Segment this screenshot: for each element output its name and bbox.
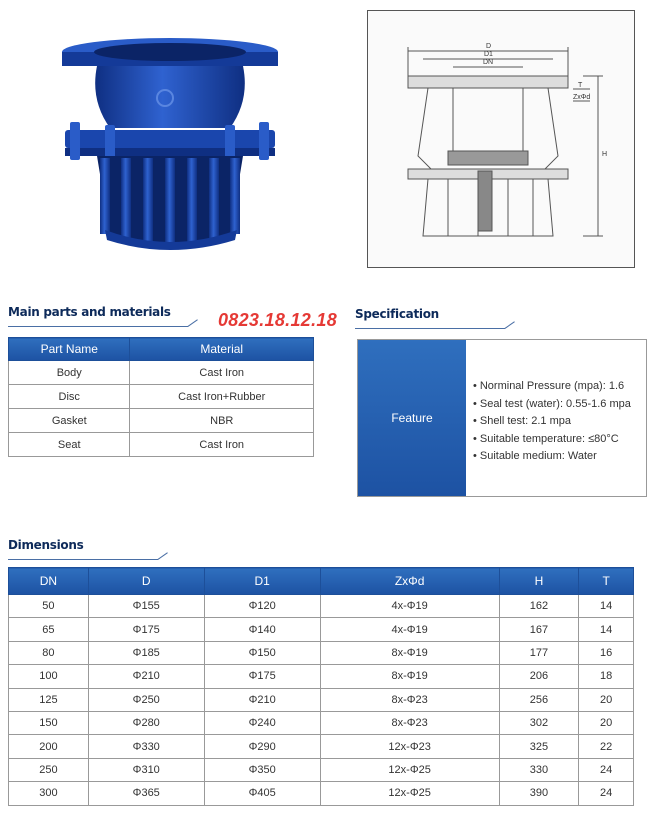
col-material: Material: [130, 338, 314, 361]
material-cell: Cast Iron: [130, 433, 314, 457]
d1-cell: Φ350: [204, 758, 320, 781]
h-cell: 206: [499, 665, 579, 688]
table-row: [9, 433, 314, 457]
dim-label-t: T: [578, 82, 583, 89]
table-row: [9, 385, 314, 409]
part-name-cell: Body: [9, 361, 130, 385]
dn-cell: 300: [9, 782, 89, 805]
spec-list: [473, 378, 631, 466]
col-dn: DN: [9, 568, 89, 595]
feature-label: Feature: [358, 340, 466, 496]
part-name-cell: Seat: [9, 433, 130, 457]
d1-cell: Φ120: [204, 595, 320, 618]
part-name-cell: Gasket: [9, 409, 130, 433]
zxd-cell: 8x-Φ19: [320, 641, 499, 664]
dims-section-header: [8, 538, 178, 562]
d-cell: Φ210: [88, 665, 204, 688]
dn-cell: 125: [9, 688, 89, 711]
material-cell: NBR: [130, 409, 314, 433]
table-row: [9, 688, 634, 711]
t-cell: 18: [579, 665, 634, 688]
col-zxd: ZxΦd: [320, 568, 499, 595]
d-cell: Φ330: [88, 735, 204, 758]
specification-box: [357, 339, 647, 497]
spec-item-shell-test: • Shell test: 2.1 mpa: [473, 413, 631, 431]
d-cell: Φ280: [88, 711, 204, 734]
zxd-cell: 4x-Φ19: [320, 595, 499, 618]
table-row: [9, 409, 314, 433]
spec-item-temperature: • Suitable temperature: ≤80°C: [473, 431, 631, 449]
h-cell: 330: [499, 758, 579, 781]
col-part-name: Part Name: [9, 338, 130, 361]
material-cell: Cast Iron: [130, 361, 314, 385]
col-t: T: [579, 568, 634, 595]
table-row: [9, 618, 634, 641]
d-cell: Φ250: [88, 688, 204, 711]
col-d1: D1: [204, 568, 320, 595]
dim-label-dn: DN: [483, 59, 494, 66]
d1-cell: Φ140: [204, 618, 320, 641]
zxd-cell: 8x-Φ19: [320, 665, 499, 688]
t-cell: 20: [579, 688, 634, 711]
t-cell: 14: [579, 618, 634, 641]
t-cell: 24: [579, 782, 634, 805]
h-cell: 325: [499, 735, 579, 758]
h-cell: 167: [499, 618, 579, 641]
dn-cell: 200: [9, 735, 89, 758]
t-cell: 14: [579, 595, 634, 618]
zxd-cell: 12x-Φ23: [320, 735, 499, 758]
h-cell: 390: [499, 782, 579, 805]
dims-title: Dimensions: [8, 538, 84, 552]
dn-cell: 80: [9, 641, 89, 664]
zxd-cell: 8x-Φ23: [320, 711, 499, 734]
table-row: [9, 361, 314, 385]
part-name-cell: Disc: [9, 385, 130, 409]
d1-cell: Φ290: [204, 735, 320, 758]
d1-cell: Φ240: [204, 711, 320, 734]
technical-drawing: [367, 10, 635, 268]
t-cell: 20: [579, 711, 634, 734]
d1-cell: Φ405: [204, 782, 320, 805]
d-cell: Φ155: [88, 595, 204, 618]
d1-cell: Φ210: [204, 688, 320, 711]
d-cell: Φ175: [88, 618, 204, 641]
phone-number: 0823.18.12.18: [218, 310, 338, 330]
dimensions-table: [8, 567, 634, 806]
dn-cell: 100: [9, 665, 89, 688]
table-row: [9, 595, 634, 618]
dimensions-body: [9, 595, 634, 806]
spec-title: Specification: [355, 307, 439, 321]
col-d: D: [88, 568, 204, 595]
d1-cell: Φ175: [204, 665, 320, 688]
col-h: H: [499, 568, 579, 595]
h-cell: 256: [499, 688, 579, 711]
d-cell: Φ185: [88, 641, 204, 664]
zxd-cell: 8x-Φ23: [320, 688, 499, 711]
h-cell: 302: [499, 711, 579, 734]
spec-item-pressure: • Norminal Pressure (mpa): 1.6: [473, 378, 631, 396]
table-row: [9, 758, 634, 781]
d1-cell: Φ150: [204, 641, 320, 664]
t-cell: 22: [579, 735, 634, 758]
spec-item-seal-test: • Seal test (water): 0.55-1.6 mpa: [473, 396, 631, 414]
parts-title: Main parts and materials: [8, 305, 171, 319]
d-cell: Φ365: [88, 782, 204, 805]
dim-label-d1: D1: [484, 51, 493, 58]
t-cell: 16: [579, 641, 634, 664]
table-row: [9, 782, 634, 805]
t-cell: 24: [579, 758, 634, 781]
dn-cell: 150: [9, 711, 89, 734]
d-cell: Φ310: [88, 758, 204, 781]
h-cell: 162: [499, 595, 579, 618]
table-row: [9, 735, 634, 758]
dim-label-d: D: [486, 43, 492, 50]
dn-cell: 65: [9, 618, 89, 641]
table-row: [9, 665, 634, 688]
zxd-cell: 4x-Φ19: [320, 618, 499, 641]
zxd-cell: 12x-Φ25: [320, 782, 499, 805]
parts-table: [8, 337, 314, 457]
dim-label-h: H: [602, 151, 608, 158]
h-cell: 177: [499, 641, 579, 664]
parts-section-header: [8, 305, 208, 329]
zxd-cell: 12x-Φ25: [320, 758, 499, 781]
spec-item-medium: • Suitable medium: Water: [473, 448, 631, 466]
dim-label-zxd: ZxΦd: [573, 94, 591, 101]
dn-cell: 250: [9, 758, 89, 781]
spec-section-header: [355, 307, 525, 331]
foot-valve-photo: [45, 30, 295, 260]
table-row: [9, 711, 634, 734]
table-row: [9, 641, 634, 664]
dn-cell: 50: [9, 595, 89, 618]
material-cell: Cast Iron+Rubber: [130, 385, 314, 409]
